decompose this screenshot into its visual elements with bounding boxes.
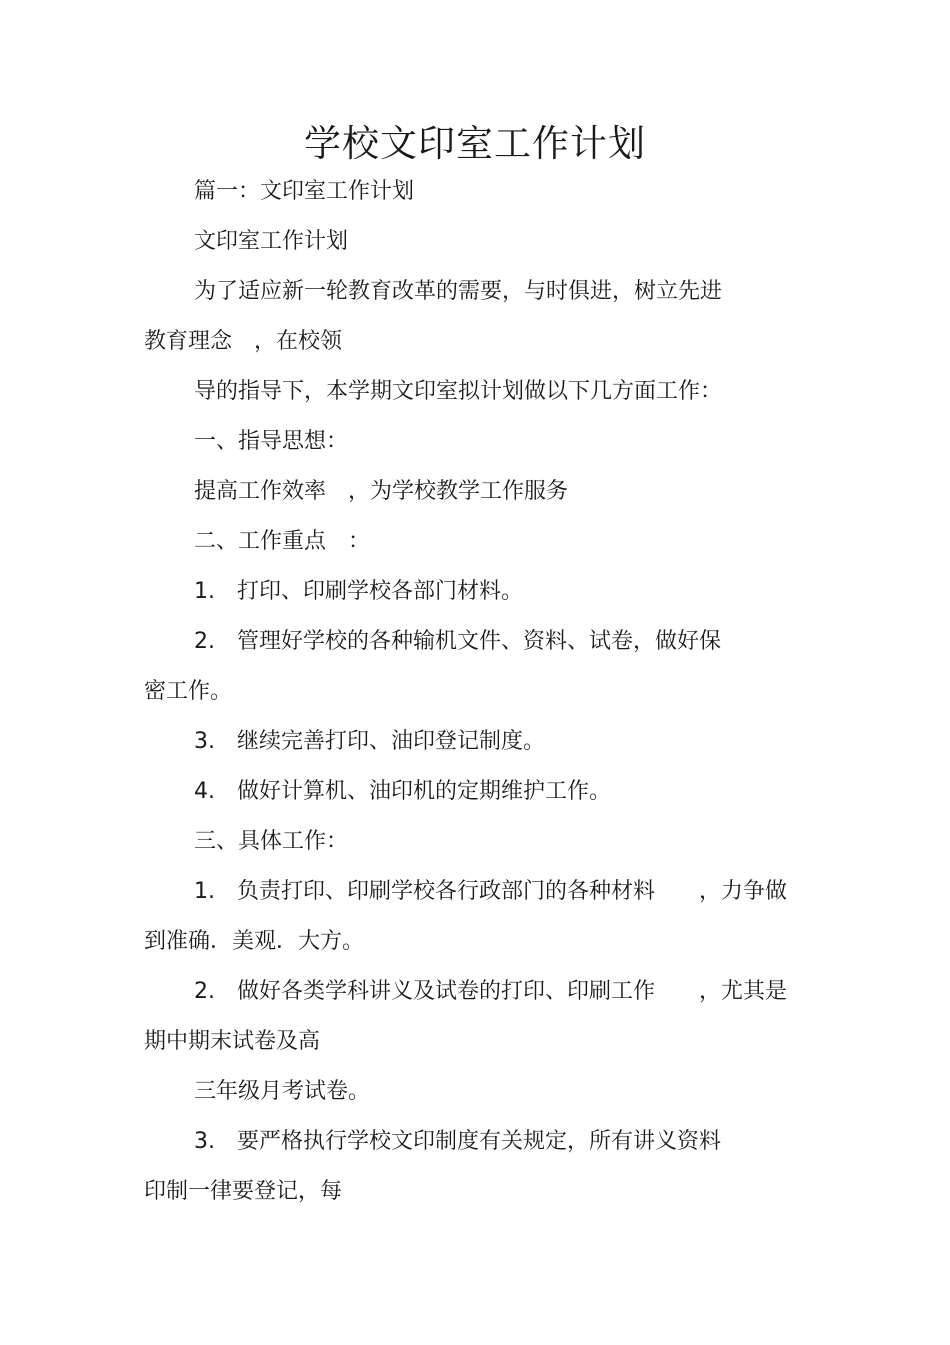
list-item: 1. 负责打印、印刷学校各行政部门的各种材料 ，力争做 bbox=[194, 879, 787, 904]
subheading: 文印室工作计划 bbox=[194, 229, 349, 254]
list-item: 2. 管理好学校的各种输机文件、资料、试卷，做好保 bbox=[194, 629, 721, 654]
list-item: 3. 要严格执行学校文印制度有关规定，所有讲义资料 bbox=[194, 1129, 721, 1154]
section-heading-part-one: 篇一：文印室工作计划 bbox=[194, 179, 415, 204]
list-item: 3. 继续完善打印、油印登记制度。 bbox=[194, 729, 545, 754]
list-item-continuation: 到准确．美观．大方。 bbox=[144, 929, 365, 954]
list-item: 1. 打印、印刷学校各部门材料。 bbox=[194, 579, 523, 604]
list-item-continuation: 期中期末试卷及高 bbox=[144, 1029, 321, 1054]
list-item: 2. 做好各类学科讲义及试卷的打印、印刷工作 ，尤其是 bbox=[194, 979, 787, 1004]
paragraph-line: 为了适应新一轮教育改革的需要，与时俱进，树立先进 bbox=[194, 279, 723, 304]
section-heading-guiding-thought: 一、指导思想： bbox=[194, 429, 349, 454]
section-heading-specific-work: 三、具体工作： bbox=[194, 829, 349, 854]
list-item-continuation: 密工作。 bbox=[144, 679, 233, 704]
section-heading-work-focus: 二、工作重点 ： bbox=[194, 529, 371, 554]
paragraph-line: 导的指导下，本学期文印室拟计划做以下几方面工作： bbox=[194, 379, 723, 404]
list-item-continuation: 三年级月考试卷。 bbox=[194, 1079, 371, 1104]
list-item: 4. 做好计算机、油印机的定期维护工作。 bbox=[194, 779, 611, 804]
list-item-continuation: 印制一律要登记，每 bbox=[144, 1179, 343, 1204]
paragraph-line: 教育理念 ，在校领 bbox=[144, 329, 343, 354]
paragraph-line: 提高工作效率 ，为学校教学工作服务 bbox=[194, 479, 569, 504]
document-title: 学校文印室工作计划 bbox=[304, 122, 646, 165]
